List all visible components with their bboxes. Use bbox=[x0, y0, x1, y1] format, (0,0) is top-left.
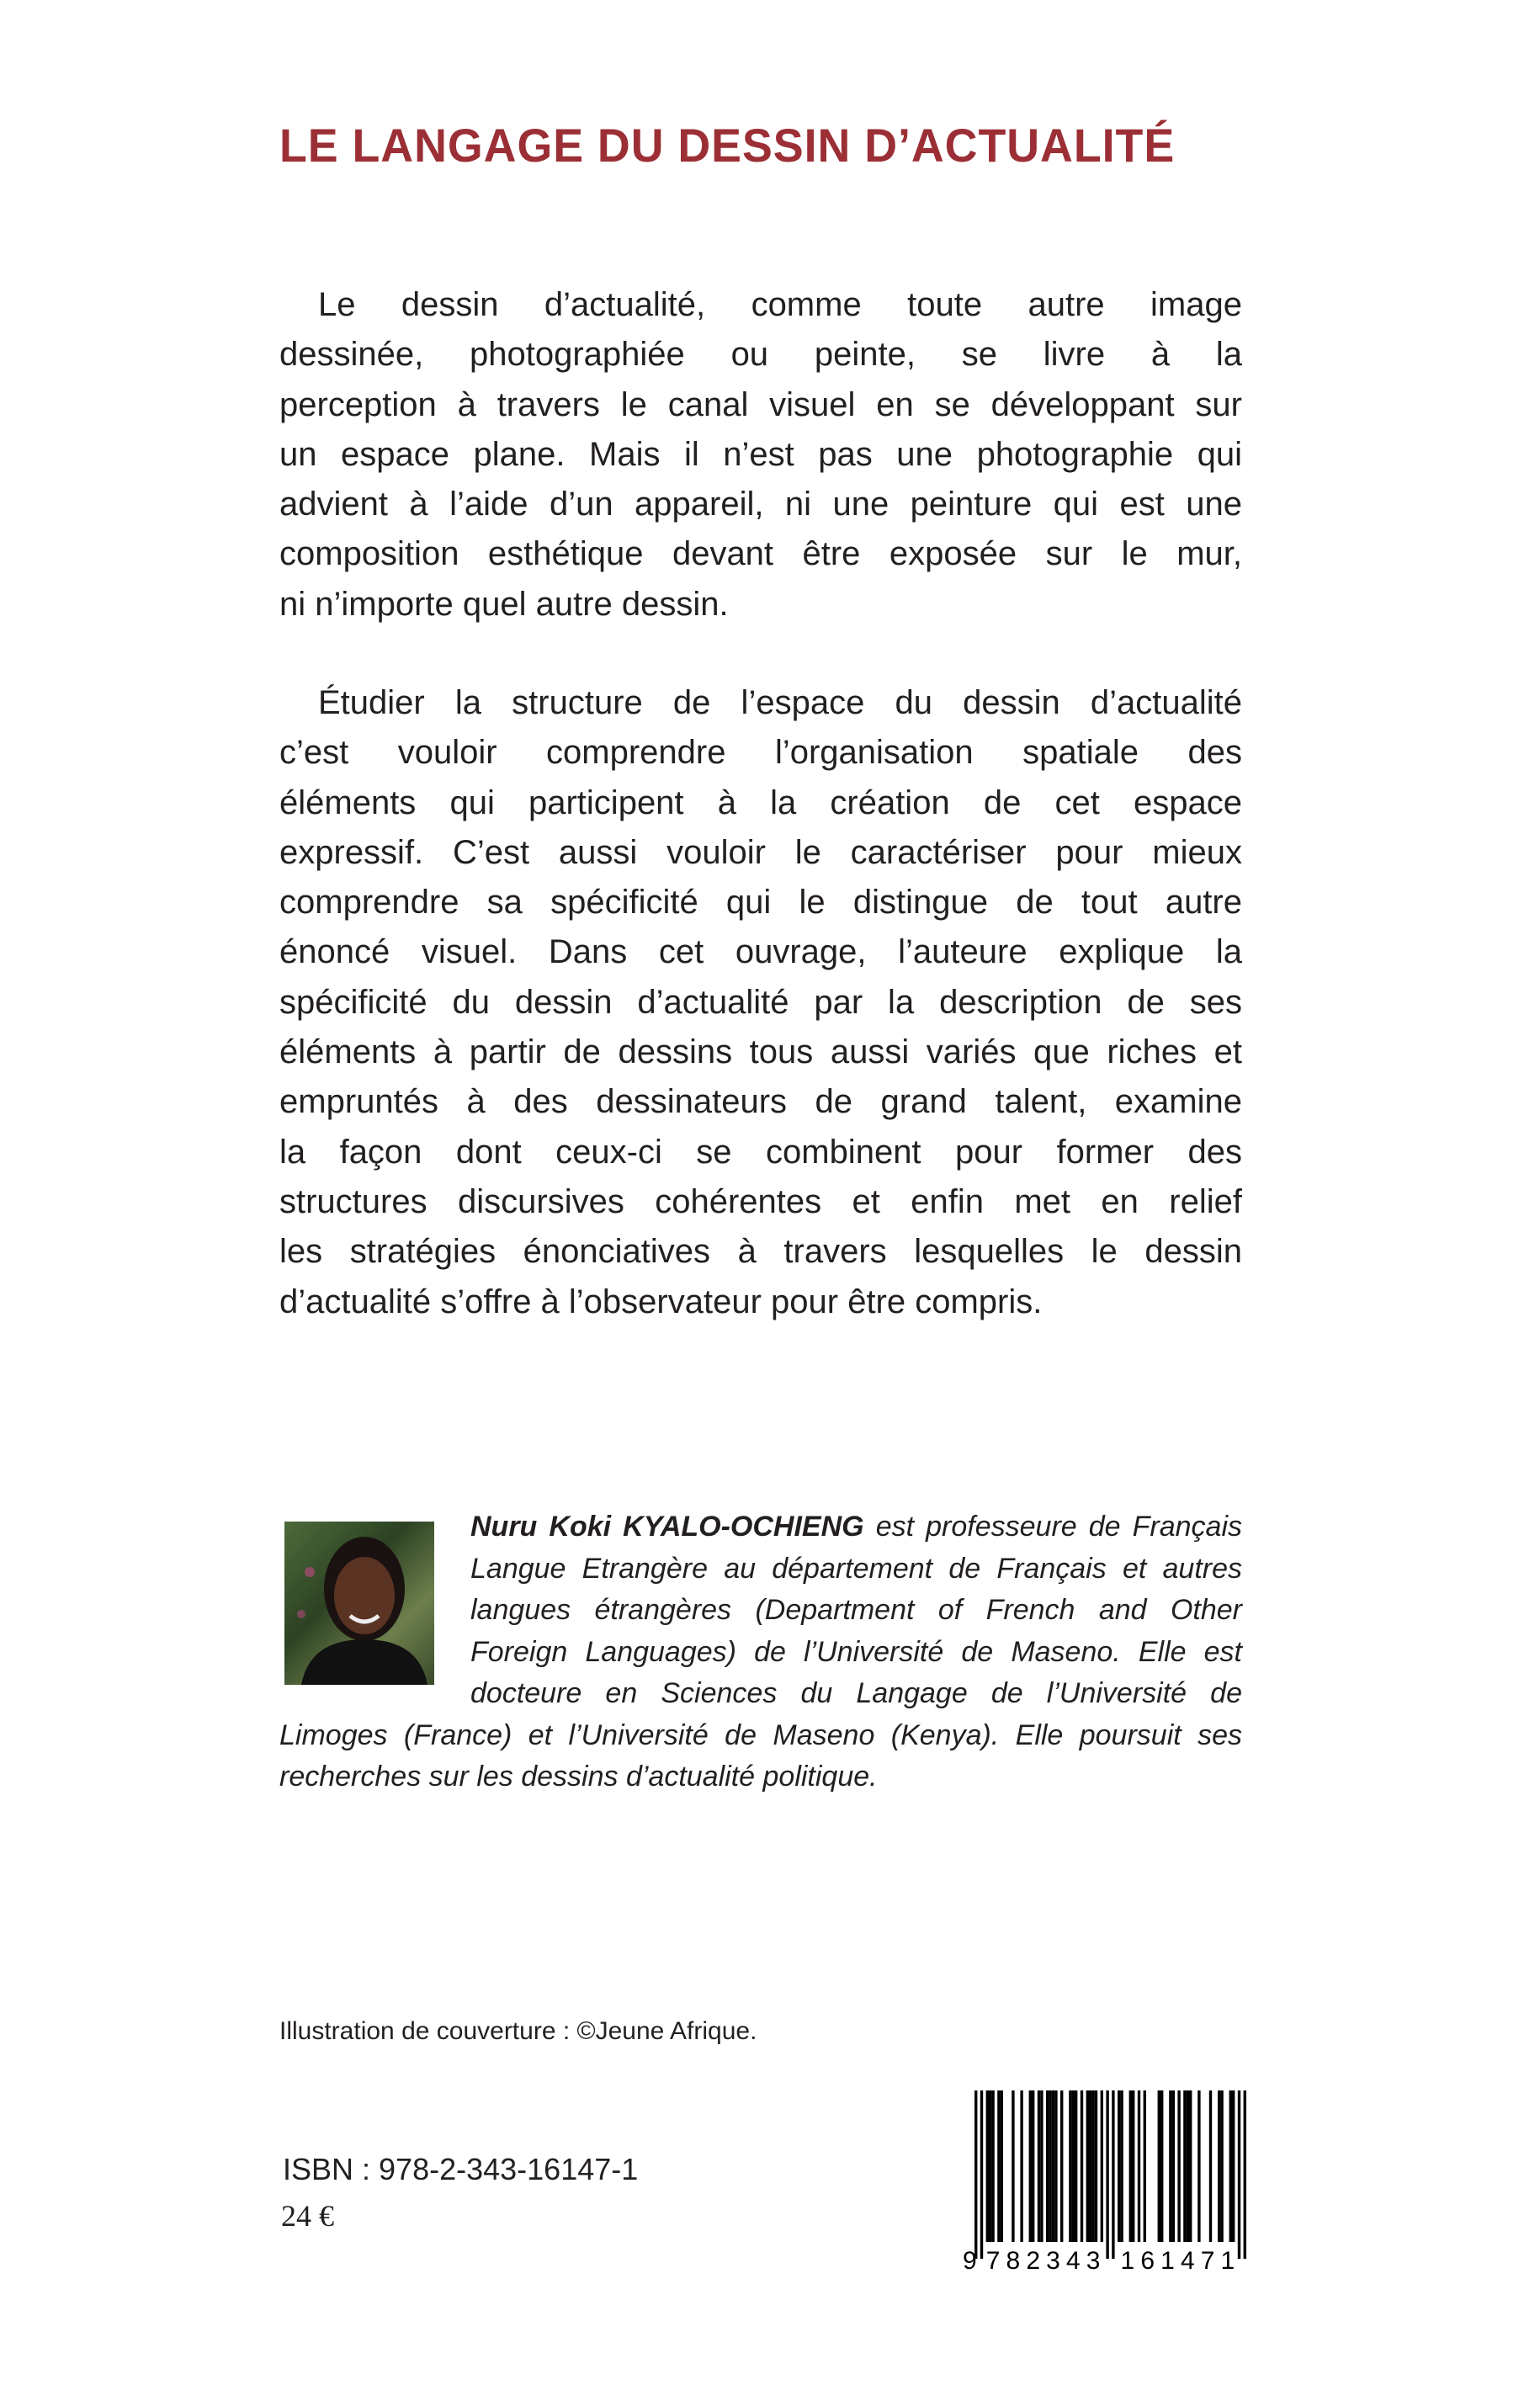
barcode-bar bbox=[1183, 2090, 1186, 2242]
isbn-barcode bbox=[959, 2090, 1250, 2271]
author-name: Nuru Koki KYALO-OCHIENG bbox=[470, 1511, 864, 1543]
barcode-bar bbox=[1089, 2090, 1091, 2242]
paragraph-line: perception à travers le canal visuel en se développant sur bbox=[279, 385, 1242, 423]
barcode-digit: 8 bbox=[1006, 2247, 1021, 2271]
barcode-digit: 3 bbox=[1046, 2247, 1060, 2271]
bio-line: recherches sur les dessins d’actualité politique. bbox=[279, 1761, 878, 1793]
barcode-bar bbox=[1038, 2090, 1040, 2242]
barcode-bar bbox=[1169, 2090, 1171, 2242]
paragraph-line: spécificité du dessin d’actualité par la description de ses bbox=[279, 983, 1242, 1021]
barcode-bar bbox=[1049, 2090, 1051, 2242]
barcode-bar bbox=[1160, 2090, 1163, 2242]
barcode-bar bbox=[1012, 2090, 1014, 2242]
paragraph-line: d’actualité s’offre à l’observateur pour être compris. bbox=[279, 1283, 1043, 1320]
barcode-bar bbox=[1197, 2090, 1200, 2242]
barcode-bar bbox=[1138, 2090, 1140, 2242]
barcode-digit: 4 bbox=[1180, 2247, 1195, 2271]
barcode-bar bbox=[1129, 2090, 1132, 2242]
barcode-bar bbox=[1072, 2090, 1075, 2242]
barcode-digit: 1 bbox=[1120, 2247, 1135, 2271]
barcode-digit: 7 bbox=[1200, 2247, 1215, 2271]
barcode-bar bbox=[1106, 2090, 1108, 2259]
barcode-bar bbox=[1229, 2090, 1232, 2242]
paragraph-line: Le dessin d’actualité, comme toute autre image bbox=[318, 286, 1242, 323]
barcode-bar bbox=[991, 2090, 994, 2242]
barcode-bar bbox=[974, 2090, 977, 2259]
barcode-bar bbox=[1040, 2090, 1043, 2242]
barcode-digit: 1 bbox=[1220, 2247, 1235, 2271]
paragraph-line: advient à l’aide d’un appareil, ni une peinture qui est une bbox=[279, 486, 1242, 523]
barcode-bar bbox=[1086, 2090, 1089, 2242]
cover-illustration-credit: Illustration de couverture : ©Jeune Afrique. bbox=[279, 2017, 757, 2045]
paragraph-line: composition esthétique devant être exposée sur le mur, bbox=[279, 535, 1242, 573]
barcode-bar bbox=[1029, 2090, 1032, 2242]
author-bio bbox=[279, 1506, 1242, 1798]
barcode-bar bbox=[997, 2090, 1000, 2242]
barcode-bar bbox=[1172, 2090, 1175, 2242]
barcode-bar bbox=[1232, 2090, 1235, 2242]
barcode-digit: 7 bbox=[985, 2247, 1001, 2271]
paragraph-line: ni n’importe quel autre dessin. bbox=[279, 585, 729, 623]
barcode-bar bbox=[1081, 2090, 1083, 2242]
barcode-bar bbox=[1218, 2090, 1220, 2242]
price: 24 € bbox=[281, 2199, 334, 2233]
barcode-bar bbox=[1052, 2090, 1054, 2242]
paragraph-line: expressif. C’est aussi vouloir le caractériser pour mieux bbox=[279, 833, 1242, 871]
book-title: LE LANGAGE DU DESSIN D’ACTUALITÉ bbox=[279, 119, 1176, 172]
barcode-bar bbox=[986, 2090, 989, 2242]
bio-line: Langue Etrangère au département de Français et autres bbox=[470, 1552, 1242, 1585]
barcode-digit: 3 bbox=[1086, 2247, 1101, 2271]
barcode-bar bbox=[1091, 2090, 1094, 2242]
barcode-bar bbox=[980, 2090, 983, 2259]
barcode-bar bbox=[1054, 2090, 1057, 2242]
barcode-bar bbox=[1112, 2090, 1114, 2259]
bio-line: Limoges (France) et l’Université de Maseno (Kenya). Elle poursuit ses bbox=[279, 1718, 1242, 1751]
barcode-bar bbox=[1095, 2090, 1097, 2242]
barcode-digit: 2 bbox=[1026, 2247, 1041, 2271]
barcode-bar bbox=[1177, 2090, 1180, 2242]
paragraph-line: éléments qui participent à la création de cet espace bbox=[279, 783, 1242, 821]
paragraph-line: un espace plane. Mais il n’est pas une photographie qui bbox=[279, 435, 1242, 473]
barcode-bar bbox=[1069, 2090, 1071, 2242]
barcode-digit: 9 bbox=[963, 2247, 977, 2271]
barcode-bar bbox=[1238, 2090, 1240, 2259]
paragraph-line: la façon dont ceux-ci se combinent pour former des bbox=[279, 1133, 1242, 1171]
barcode-bar bbox=[1001, 2090, 1003, 2242]
barcode-bar bbox=[1020, 2090, 1022, 2242]
paragraph-line: Étudier la structure de l’espace du dessin d’actualité bbox=[318, 684, 1242, 721]
barcode-bar bbox=[1220, 2090, 1223, 2242]
barcode-bar bbox=[1032, 2090, 1034, 2242]
barcode-bar bbox=[1244, 2090, 1246, 2259]
barcode-bar bbox=[1118, 2090, 1120, 2242]
barcode-digit: 1 bbox=[1160, 2247, 1175, 2271]
barcode-bar bbox=[989, 2090, 991, 2242]
summary-paragraph-1 bbox=[279, 280, 1242, 629]
barcode-bar bbox=[1101, 2090, 1103, 2242]
paragraph-line: les stratégies énonciatives à travers lesquelles le dessin bbox=[279, 1233, 1242, 1271]
barcode-bar bbox=[1060, 2090, 1063, 2242]
barcode-bar bbox=[1187, 2090, 1189, 2242]
barcode-bar bbox=[1158, 2090, 1160, 2242]
barcode-bar bbox=[1209, 2090, 1212, 2242]
isbn: ISBN : 978-2-343-16147-1 bbox=[283, 2152, 639, 2186]
bio-line: Nuru Koki KYALO-OCHIENG est professeure de Français bbox=[470, 1511, 1243, 1543]
barcode-bar bbox=[1132, 2090, 1134, 2242]
summary-paragraph-2 bbox=[279, 678, 1242, 1327]
paragraph-line: comprendre sa spécificité qui le distingue de tout autre bbox=[279, 884, 1242, 922]
paragraph-line: éléments à partir de dessins tous aussi variés que riches et bbox=[279, 1033, 1242, 1071]
barcode-bar bbox=[1189, 2090, 1192, 2242]
barcode-bar bbox=[1075, 2090, 1077, 2242]
barcode-bar bbox=[1144, 2090, 1146, 2242]
bio-line: Foreign Languages) de l’Université de Maseno. Elle est bbox=[470, 1635, 1242, 1668]
paragraph-line: dessinée, photographiée ou peinte, se livre à la bbox=[279, 336, 1242, 374]
paragraph-line: c’est vouloir comprendre l’organisation spatiale des bbox=[279, 734, 1242, 772]
barcode-digit: 4 bbox=[1065, 2247, 1081, 2271]
bio-line: langues étrangères (Department of French and Other bbox=[470, 1594, 1242, 1626]
paragraph-line: empruntés à des dessinateurs de grand talent, examine bbox=[279, 1083, 1242, 1121]
paragraph-line: énoncé visuel. Dans cet ouvrage, l’auteure explique la bbox=[279, 933, 1242, 971]
barcode-bar bbox=[1046, 2090, 1049, 2242]
barcode-digit: 6 bbox=[1140, 2247, 1155, 2271]
paragraph-line: structures discursives cohérentes et enfin met en relief bbox=[279, 1182, 1242, 1220]
bio-line: docteure en Sciences du Langage de l’Université de bbox=[470, 1677, 1242, 1709]
barcode-bar bbox=[1120, 2090, 1123, 2242]
